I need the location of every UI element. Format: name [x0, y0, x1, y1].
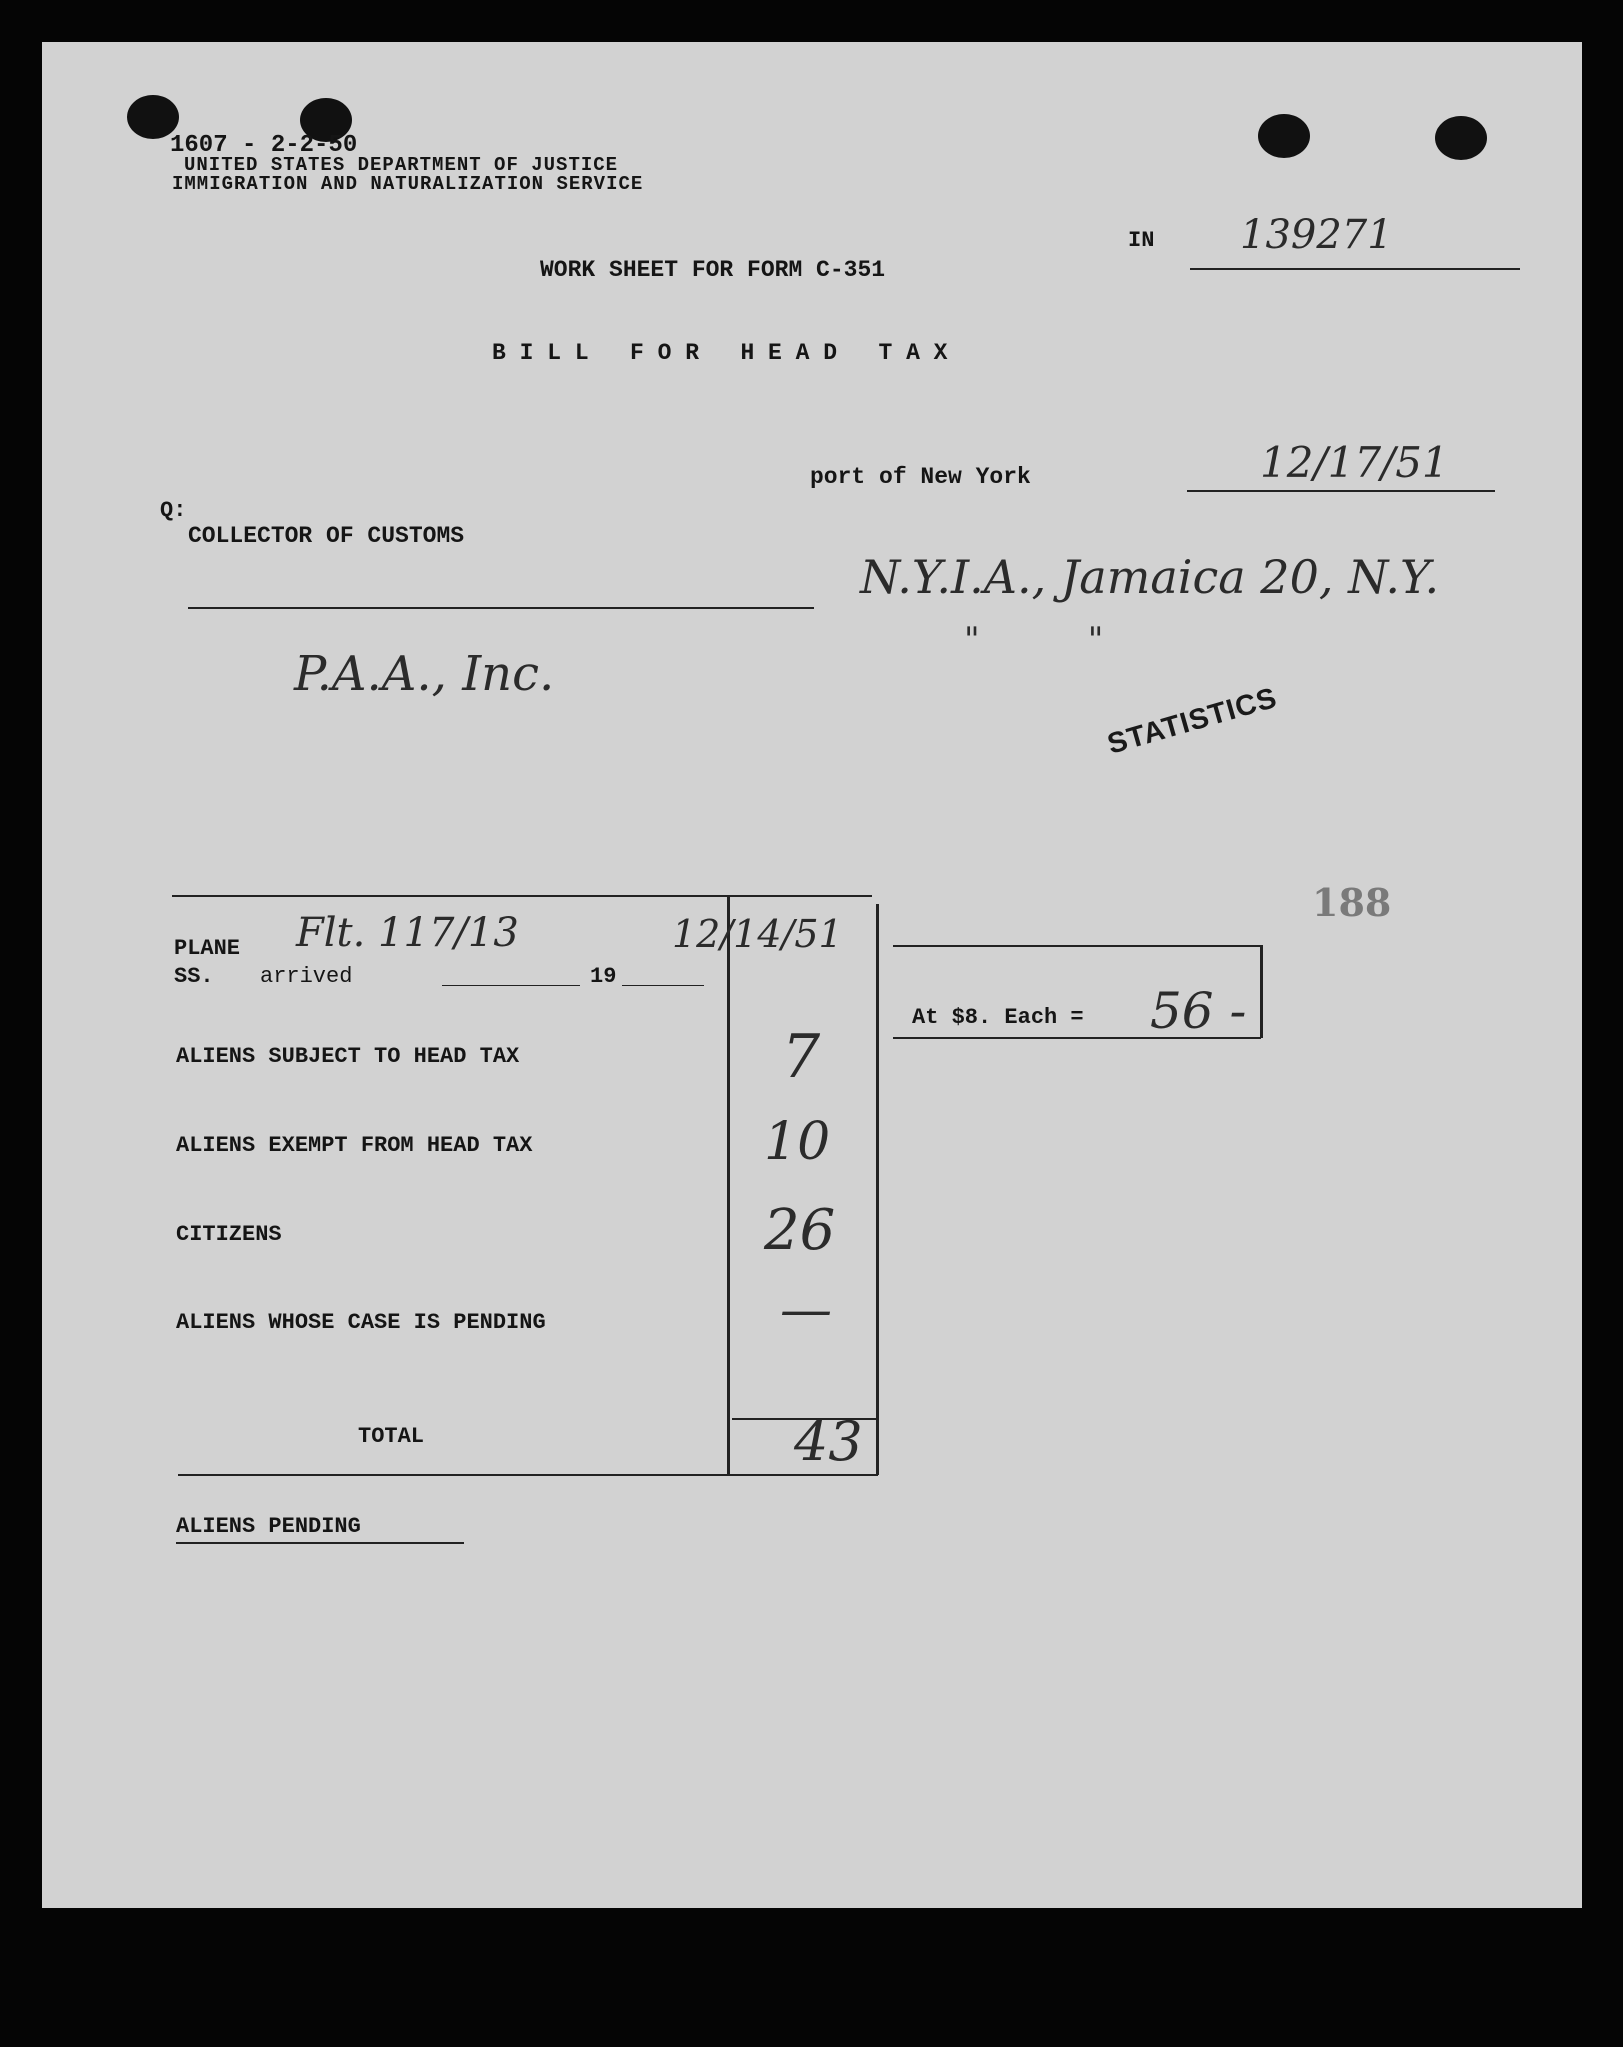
in-number: 139271 — [1240, 212, 1393, 258]
arrived-label: arrived — [260, 964, 353, 989]
statistics-stamp: STATISTICS — [1104, 681, 1281, 761]
to-label: Q: — [160, 498, 187, 523]
in-number-underline — [1190, 268, 1520, 270]
row-value-exempt: 10 — [764, 1112, 831, 1172]
document-page — [42, 42, 1582, 1908]
bill-date: 12/17/51 — [1260, 438, 1449, 487]
airport-address: N.Y.I.A., Jamaica 20, N.Y. — [860, 550, 1440, 604]
rate-box-top — [893, 945, 1261, 947]
ss-label: SS. — [174, 964, 214, 989]
agency-name: UNITED STATES DEPARTMENT OF JUSTICE — [184, 154, 619, 176]
arrived-blank — [442, 985, 580, 986]
ditto-marks: " " — [964, 620, 1104, 660]
punch-hole — [1258, 114, 1310, 158]
form-number: 1607 - 2-2-50 — [170, 132, 358, 159]
collector-label: COLLECTOR OF CUSTOMS — [188, 523, 465, 549]
in-label: IN — [1128, 228, 1155, 253]
table-column-divider — [727, 895, 730, 1475]
rate-box-right — [1260, 945, 1263, 1038]
date-underline — [1187, 490, 1495, 492]
year-prefix: 19 — [590, 964, 617, 989]
plane-label: PLANE — [174, 936, 241, 961]
bill-title: B I L L F O R H E A D T A X — [492, 340, 948, 366]
row-value-citizens: 26 — [764, 1198, 836, 1263]
total-label: TOTAL — [358, 1424, 425, 1449]
row-value-subject: 7 — [782, 1022, 821, 1092]
table-right-border — [876, 904, 879, 1475]
row-label-pending: ALIENS WHOSE CASE IS PENDING — [176, 1310, 546, 1335]
aliens-pending-underline — [176, 1542, 464, 1544]
rate-label: At $8. Each = — [912, 1005, 1084, 1030]
punch-hole — [1435, 116, 1487, 160]
carrier-name: P.A.A., Inc. — [294, 646, 555, 702]
aliens-pending-label: ALIENS PENDING — [176, 1514, 361, 1539]
page-number: 188 — [1312, 880, 1392, 925]
collector-underline — [188, 607, 814, 609]
row-label-exempt: ALIENS EXEMPT FROM HEAD TAX — [176, 1133, 533, 1158]
port-label: port of New York — [810, 464, 1031, 490]
row-value-pending: — — [780, 1280, 832, 1340]
row-label-citizens: CITIZENS — [176, 1222, 282, 1247]
table-top-rule — [172, 895, 872, 897]
flight-number: Flt. 117/13 — [296, 910, 519, 956]
year-blank — [622, 985, 704, 986]
table-bottom-rule — [178, 1474, 878, 1476]
arrival-date: 12/14/51 — [672, 912, 843, 956]
worksheet-title: WORK SHEET FOR FORM C-351 — [540, 257, 886, 283]
row-label-subject: ALIENS SUBJECT TO HEAD TAX — [176, 1044, 520, 1069]
total-value: 43 — [794, 1410, 863, 1473]
agency-service: IMMIGRATION AND NATURALIZATION SERVICE — [172, 173, 644, 195]
rate-amount: 56 - — [1150, 982, 1247, 1040]
